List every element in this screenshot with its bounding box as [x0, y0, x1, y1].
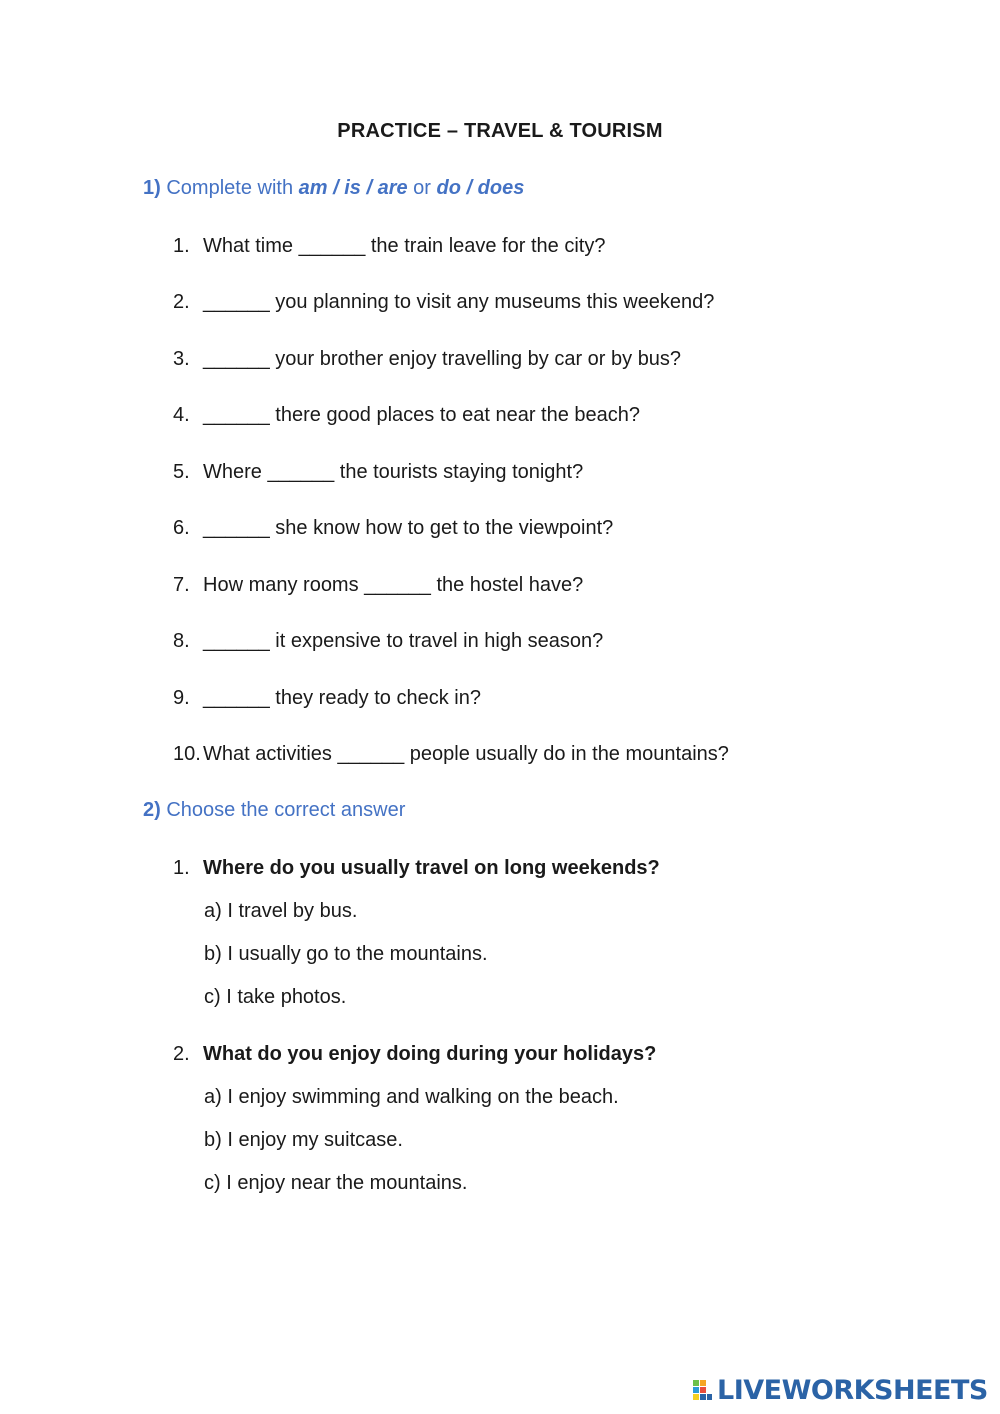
item-number: 6.	[173, 517, 190, 539]
liveworksheets-logo	[692, 1376, 988, 1406]
item-number: 4.	[173, 404, 190, 426]
item-text: What time ______ the train leave for the city?	[203, 235, 606, 257]
section-1-number: 1)	[143, 177, 161, 199]
section-1-or: or	[413, 177, 431, 199]
item-text: How many rooms ______ the hostel have?	[203, 574, 584, 596]
question-number: 1.	[173, 857, 190, 879]
question-number: 2.	[173, 1043, 190, 1065]
section-2-instruction: Choose the correct answer	[166, 799, 406, 821]
answer-option-c[interactable]: c) I take photos.	[204, 986, 347, 1008]
item-number: 10.	[173, 743, 201, 765]
item-text: ______ they ready to check in?	[203, 687, 481, 709]
item-text: ______ your brother enjoy travelling by car or by bus?	[203, 348, 682, 370]
exercise-1-item	[173, 629, 603, 653]
question-text: Where do you usually travel on long weekends?	[203, 857, 660, 879]
exercise-2-question	[173, 856, 660, 880]
item-number: 8.	[173, 630, 190, 652]
item-number: 7.	[173, 574, 190, 596]
question-text: What do you enjoy doing during your holidays?	[203, 1043, 657, 1065]
exercise-1-item	[173, 290, 714, 314]
exercise-1-item	[173, 403, 640, 427]
exercise-1-item	[173, 742, 729, 766]
exercise-1-item	[173, 234, 605, 258]
answer-option-a[interactable]: a) I travel by bus.	[204, 900, 358, 922]
page-title: PRACTICE – TRAVEL & TOURISM	[337, 120, 663, 142]
answer-option-c[interactable]: c) I enjoy near the mountains.	[204, 1172, 468, 1194]
section-1-heading	[143, 177, 524, 200]
exercise-1-item	[173, 347, 681, 371]
answer-option-b[interactable]: b) I enjoy my suitcase.	[204, 1129, 403, 1151]
exercise-1-item	[173, 460, 583, 484]
item-text: What activities ______ people usually do in the mountains?	[203, 743, 729, 765]
answer-option-b[interactable]: b) I usually go to the mountains.	[204, 943, 488, 965]
exercise-1-item	[173, 516, 613, 540]
item-text: ______ you planning to visit any museums this weekend?	[203, 291, 715, 313]
item-number: 9.	[173, 687, 190, 709]
item-text: ______ there good places to eat near the beach?	[203, 404, 641, 426]
section-1-keywords-a: am / is / are	[298, 177, 408, 199]
exercise-2-question	[173, 1042, 656, 1066]
item-text: ______ she know how to get to the viewpoint?	[203, 517, 614, 539]
liveworksheets-logo-icon	[692, 1378, 714, 1404]
section-1-instruction: Complete with	[166, 177, 294, 199]
answer-option-a[interactable]: a) I enjoy swimming and walking on the beach.	[204, 1086, 619, 1108]
item-number: 2.	[173, 291, 190, 313]
exercise-1-item	[173, 686, 481, 710]
item-number: 1.	[173, 235, 190, 257]
item-text: Where ______ the tourists staying tonight?	[203, 461, 584, 483]
item-number: 5.	[173, 461, 190, 483]
item-text: ______ it expensive to travel in high season?	[203, 630, 604, 652]
section-2-number: 2)	[143, 799, 161, 821]
section-1-keywords-b: do / does	[436, 177, 525, 199]
exercise-1-item	[173, 573, 583, 597]
liveworksheets-logo-text: LIVEWORKSHEETS	[717, 1375, 988, 1406]
item-number: 3.	[173, 348, 190, 370]
section-2-heading	[143, 799, 405, 822]
